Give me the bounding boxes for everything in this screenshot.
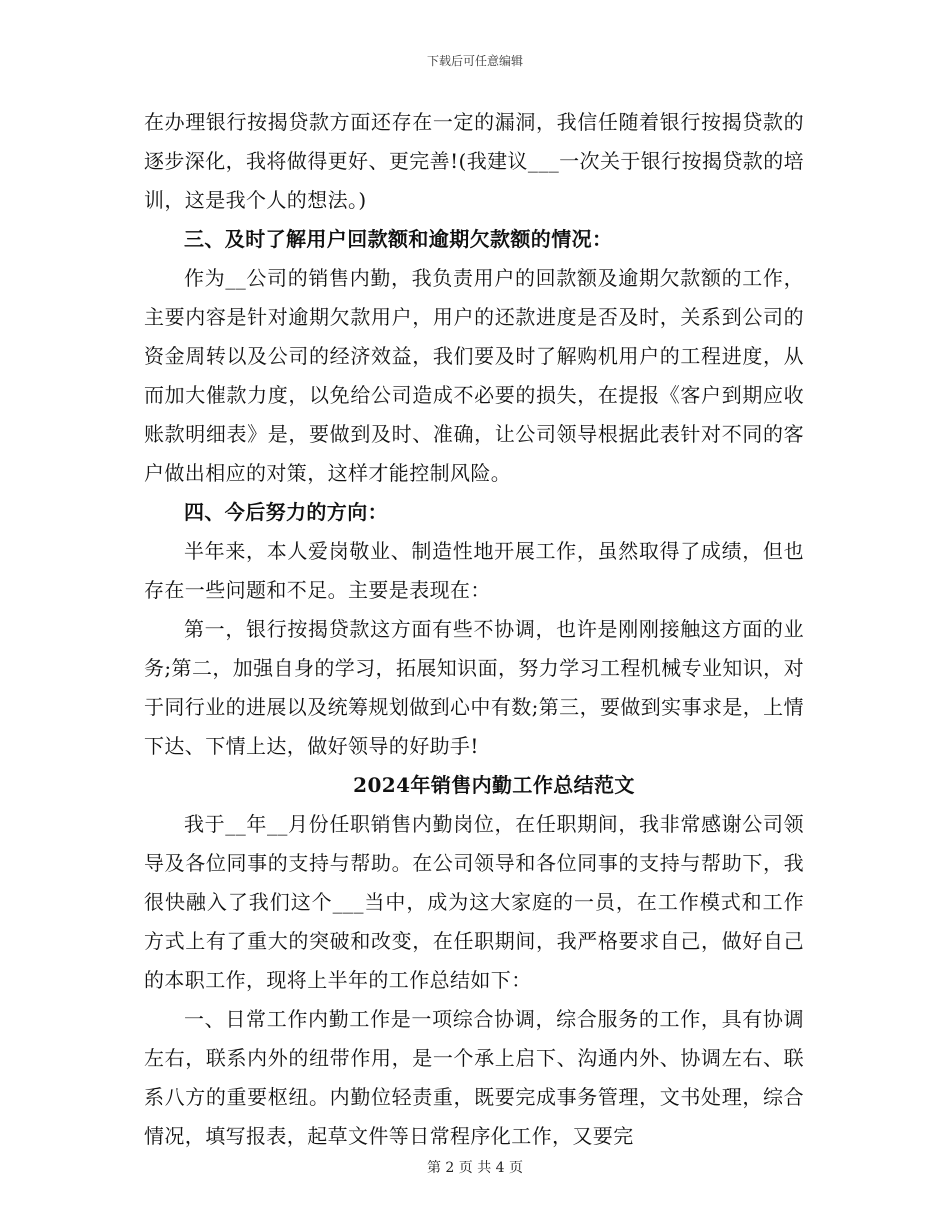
paragraph-intro-2024: 我于__年__月份任职销售内勤岗位，在任职期间，我非常感谢公司领导及各位同事的支持与帮助。在公司领导和各位同事的支持与帮助下，我很快融入了我们这个___当中，成为这大家庭的一员，在工作模式和工作方式上有了重大的突破和改变，在任职期间，我严格要求自己，做好自己的本职工作，现将上半年的工作总结如下：: [144, 812, 804, 992]
paragraph-overdue-payments: 作为__公司的销售内勤，我负责用户的回款额及逾期欠款额的工作，主要内容是针对逾期欠款用户，用户的还款进度是否及时，关系到公司的资金周转以及公司的经济效益，我们要及时了解购机用户的工程进度，从而加大催款力度，以免给公司造成不必要的损失，在提报《客户到期应收账款明细表》是，要做到及时、准确，让公司领导根据此表针对不同的客户做出相应的对策，这样才能控制风险。: [144, 266, 804, 485]
paragraph-half-year-summary: 半年来，本人爱岗敬业、制造性地开展工作，虽然取得了成绩，但也存在一些问题和不足。主要是表现在：: [144, 539, 804, 602]
paragraph-improvements: 第一，银行按揭贷款这方面有些不协调，也许是刚刚接触这方面的业务;第二，加强自身的学习，拓展知识面，努力学习工程机械专业知识，对于同行业的进展以及统筹规划做到心中有数;第三，要做到实事求是，上情下达、下情上达，做好领导的好助手!: [144, 617, 804, 758]
section-heading-3: 三、及时了解用户回款额和逾期欠款额的情况：: [184, 227, 613, 251]
document-body: [144, 103, 804, 1156]
page-footer-number: 第 2 页 共 4 页: [426, 1160, 524, 1176]
page-header-note: 下载后可任意编辑: [426, 54, 523, 68]
paragraph-daily-work: 一、日常工作内勤工作是一项综合协调，综合服务的工作，具有协调左右，联系内外的纽带作用，是一个承上启下、沟通内外、协调左右、联系八方的重要枢纽。内勤位轻责重，既要完成事务管理，文书处理，综合情况，填写报表，起草文件等日常程序化工作，又要完: [144, 1007, 804, 1148]
section-heading-4: 四、今后努力的方向：: [184, 500, 388, 524]
document-title-2024: 2024年销售内勤工作总结范文: [353, 773, 635, 797]
paragraph-loan-continuation: 在办理银行按揭贷款方面还存在一定的漏洞，我信任随着银行按揭贷款的逐步深化，我将做得更好、更完善!(我建议___一次关于银行按揭贷款的培训，这是我个人的想法。): [144, 110, 804, 212]
